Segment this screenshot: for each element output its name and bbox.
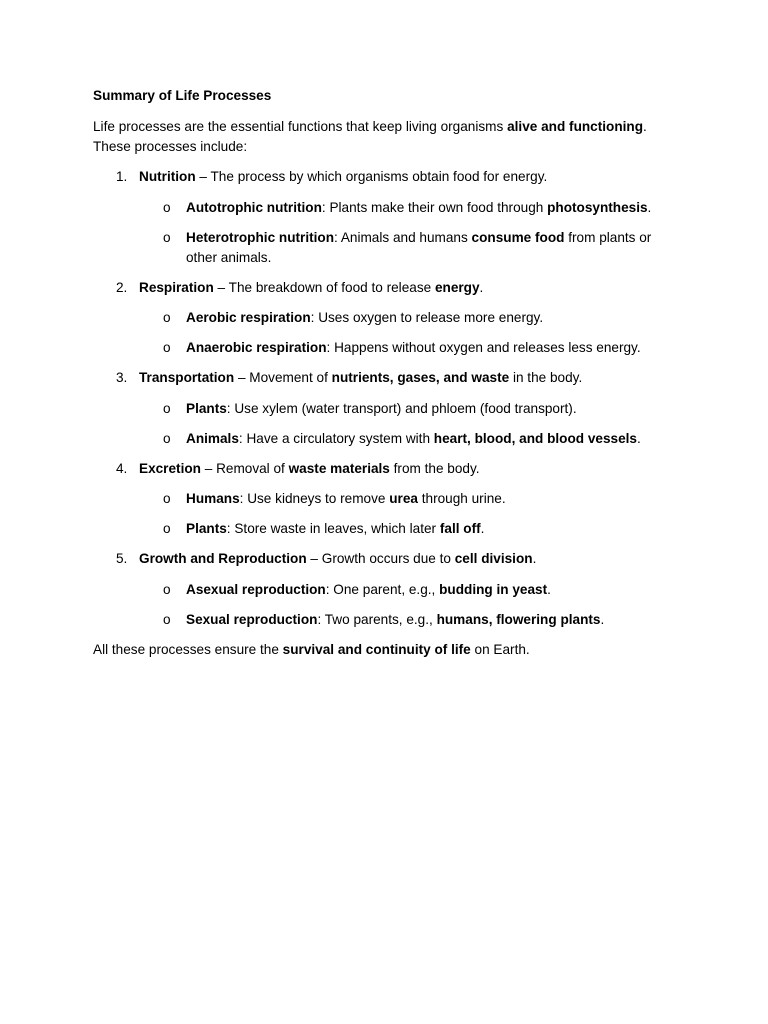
- intro-bold: alive and functioning: [507, 119, 644, 134]
- list-item-desc-end: in the body.: [509, 370, 583, 385]
- sub-item-term: Autotrophic nutrition: [186, 200, 322, 215]
- list-item-term: Excretion: [139, 461, 201, 476]
- sub-item-term: Aerobic respiration: [186, 310, 311, 325]
- intro-line-2: These processes include:: [93, 139, 248, 154]
- sub-item-bold: humans, flowering plants: [436, 612, 601, 627]
- sub-item-desc: : Uses oxygen to release more energy.: [310, 310, 544, 325]
- list-item-desc-end: .: [479, 280, 484, 295]
- intro-line-1: [93, 117, 647, 137]
- bullet-marker: o: [163, 230, 171, 245]
- sub-item-text: [186, 610, 604, 630]
- bullet-marker: o: [163, 491, 171, 506]
- sub-item-desc: : Plants make their own food through: [321, 200, 548, 215]
- bullet-marker: o: [163, 340, 171, 355]
- sub-item-bold: urea: [389, 491, 418, 506]
- sub-item-text: [186, 399, 577, 419]
- conclusion: [93, 640, 530, 660]
- list-item-text: [139, 278, 483, 298]
- bullet-marker: o: [163, 200, 171, 215]
- sub-item-text: [186, 308, 543, 328]
- list-number: 4.: [116, 461, 128, 476]
- list-number: 5.: [116, 551, 128, 566]
- list-item-desc: – The process by which organisms obtain food for energy.: [195, 169, 548, 184]
- sub-item-desc: : Two parents, e.g.,: [317, 612, 437, 627]
- sub-item-text: [186, 228, 651, 248]
- intro-period: .: [643, 119, 647, 134]
- list-item-desc-end: .: [532, 551, 537, 566]
- sub-item-term: Animals: [186, 431, 239, 446]
- bullet-marker: o: [163, 310, 171, 325]
- sub-item-desc: : Have a circulatory system with: [238, 431, 434, 446]
- sub-item-text: [186, 338, 641, 358]
- sub-item-bold: budding in yeast: [439, 582, 548, 597]
- sub-item-text: [186, 429, 641, 449]
- sub-item-text: [186, 198, 651, 218]
- sub-item-desc: : One parent, e.g.,: [325, 582, 440, 597]
- sub-item-text: [186, 519, 484, 539]
- sub-item-term: Humans: [186, 491, 240, 506]
- list-item-text: [139, 459, 480, 479]
- list-item-bold: energy: [434, 280, 480, 295]
- sub-item-desc: : Store waste in leaves, which later: [226, 521, 440, 536]
- sub-item-desc: : Happens without oxygen and releases less energy.: [326, 340, 641, 355]
- sub-item-desc: : Use kidneys to remove: [239, 491, 390, 506]
- list-item-term: Growth and Reproduction: [139, 551, 307, 566]
- list-item-desc-end: from the body.: [389, 461, 480, 476]
- sub-item-text: [186, 580, 551, 600]
- intro-text: Life processes are the essential functions that keep living organisms: [93, 119, 508, 134]
- list-item-term: Nutrition: [139, 169, 196, 184]
- list-item-desc: – Removal of: [200, 461, 289, 476]
- list-item-desc: – The breakdown of food to release: [213, 280, 435, 295]
- bullet-marker: o: [163, 521, 171, 536]
- sub-item-term: Sexual reproduction: [186, 612, 318, 627]
- sub-item-desc-end: from plants or: [564, 230, 652, 245]
- conclusion-bold: survival and continuity of life: [282, 642, 471, 657]
- list-item-term: Transportation: [139, 370, 235, 385]
- list-number: 3.: [116, 370, 128, 385]
- list-item-text: [139, 368, 582, 388]
- list-item-bold: nutrients, gases, and waste: [331, 370, 510, 385]
- list-number: 1.: [116, 169, 128, 184]
- list-item-bold: waste materials: [288, 461, 390, 476]
- sub-item-term: Plants: [186, 521, 227, 536]
- sub-item-desc-end: .: [547, 582, 551, 597]
- sub-item-text: [186, 489, 506, 509]
- sub-item-desc-end: .: [600, 612, 605, 627]
- sub-item-desc: : Animals and humans: [334, 230, 472, 245]
- sub-item-continuation: other animals.: [186, 250, 272, 265]
- list-item-term: Respiration: [139, 280, 214, 295]
- sub-item-bold: heart, blood, and blood vessels: [433, 431, 637, 446]
- sub-item-bold: consume food: [471, 230, 565, 245]
- sub-item-term: Heterotrophic nutrition: [186, 230, 335, 245]
- sub-item-term: Anaerobic respiration: [186, 340, 327, 355]
- sub-item-bold: fall off: [439, 521, 481, 536]
- bullet-marker: o: [163, 582, 171, 597]
- conclusion-text: All these processes ensure the: [93, 642, 283, 657]
- list-item-bold: cell division: [454, 551, 533, 566]
- bullet-marker: o: [163, 401, 171, 416]
- document-title: Summary of Life Processes: [93, 88, 272, 103]
- list-number: 2.: [116, 280, 128, 295]
- list-item-text: [139, 167, 547, 187]
- sub-item-desc-end: .: [647, 200, 652, 215]
- list-item-desc: – Growth occurs due to: [306, 551, 455, 566]
- bullet-marker: o: [163, 431, 171, 446]
- sub-item-bold: photosynthesis: [547, 200, 648, 215]
- conclusion-end: on Earth.: [470, 642, 530, 657]
- list-item-desc: – Movement of: [234, 370, 332, 385]
- sub-item-term: Plants: [186, 401, 227, 416]
- sub-item-term: Asexual reproduction: [186, 582, 326, 597]
- sub-item-desc-end: .: [480, 521, 485, 536]
- bullet-marker: o: [163, 612, 171, 627]
- sub-item-desc: : Use xylem (water transport) and phloem (food transport).: [226, 401, 577, 416]
- sub-item-desc-end: through urine.: [417, 491, 506, 506]
- sub-item-desc-end: .: [637, 431, 641, 446]
- list-item-text: [139, 549, 536, 569]
